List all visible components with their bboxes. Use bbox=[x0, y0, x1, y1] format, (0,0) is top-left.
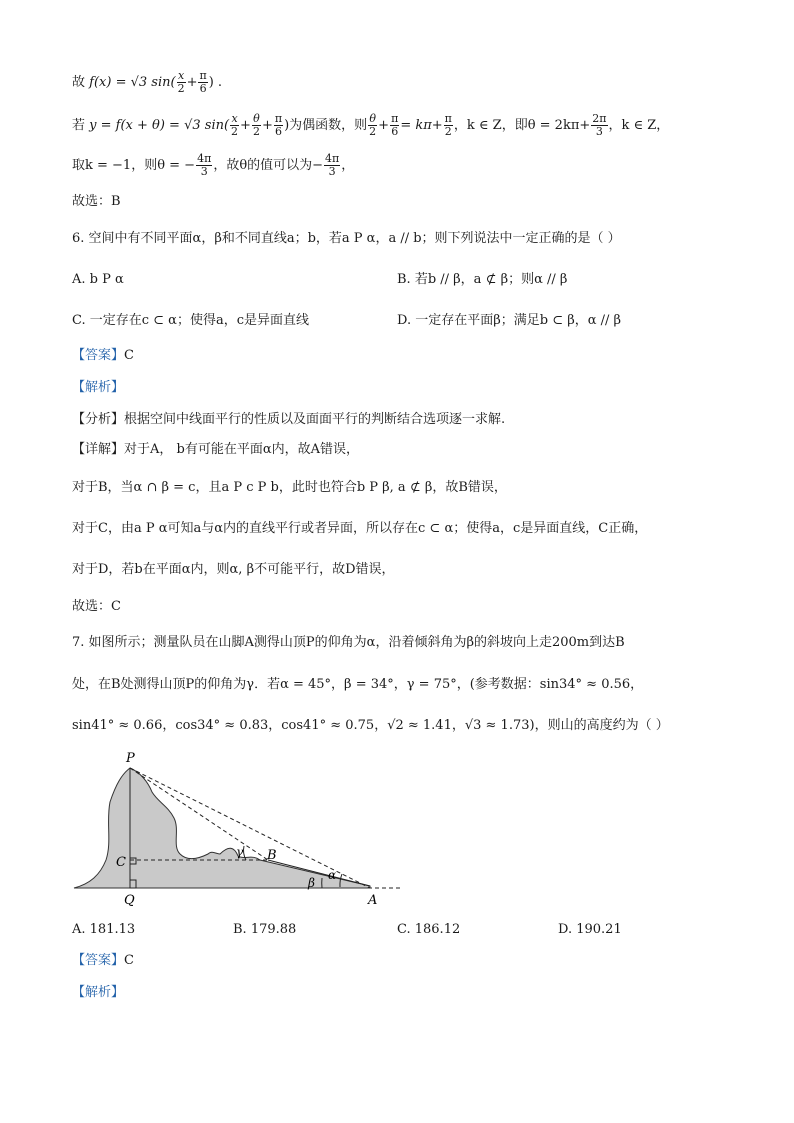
q6-detail-c: 对于C，由a P α可知a与α内的直线平行或者异面，所以存在c ⊂ α；使得a，c是异面直线，C正确， bbox=[72, 521, 648, 536]
fraction: $\frac{\pi}{6}$ bbox=[199, 69, 207, 95]
q6-option-a: A. b P α bbox=[72, 272, 124, 287]
label-q: Q bbox=[124, 893, 135, 908]
q7-answer: 【答案】C bbox=[72, 953, 134, 968]
q7-option-c: C. 186.12 bbox=[397, 922, 461, 937]
q6-option-b: B. 若b // β，a ⊄ β；则α // β bbox=[397, 272, 568, 287]
q7-stem-3: sin41° ≈ 0.66，cos34° ≈ 0.83，cos41° ≈ 0.75，√2 ≈ 1.41，√3 ≈ 1.73)，则山的高度约为（ ） bbox=[72, 718, 669, 733]
label-c: C bbox=[116, 855, 126, 870]
sol5-line-2: 若 y = f(x + θ) = √3 sin( $\frac{x}{2}$ + $\frac{\theta}{2}$ + $\frac{\pi}{6}$ )为偶函数，则 $\frac{\theta}{2}$ + $\frac{\pi}{6}$ = kπ+ $\frac{\pi}{2}$ ，k ∈ Z，即θ = 2kπ+ $\frac{2\pi}{3}$ ，k ∈ Z， bbox=[72, 112, 670, 138]
q6-detail-b: 对于B，当α ∩ β = c，且a P c P b，此时也符合b P β, a ⊄ β，故B错误， bbox=[72, 480, 507, 495]
label-alpha: α bbox=[328, 868, 337, 882]
q7-option-a: A. 181.13 bbox=[72, 922, 136, 937]
answer-tag: 【答案】 bbox=[72, 348, 125, 363]
label-gamma: γ bbox=[236, 845, 244, 859]
q6-choose: 故选：C bbox=[72, 599, 121, 614]
q6-stem: 6. 空间中有不同平面α，β和不同直线a；b，若a P α，a // b；则下列说法中一定正确的是（ ） bbox=[72, 231, 621, 246]
q7-stem-2: 处，在B处测得山顶P的仰角为γ．若α = 45°，β = 34°，γ = 75°，(参考数据：sin34° ≈ 0.56， bbox=[72, 677, 644, 692]
q6-detail-a: 【详解】对于A， b有可能在平面α内，故A错误， bbox=[72, 442, 360, 457]
mountain-shape bbox=[74, 768, 370, 888]
mountain-figure bbox=[60, 750, 410, 910]
q6-option-c: C. 一定存在c ⊂ α；使得a，c是异面直线 bbox=[72, 313, 309, 328]
q6-answer: 【答案】C bbox=[72, 348, 134, 363]
q7-analysis-tag: 【解析】 bbox=[72, 985, 125, 1000]
label-b: B bbox=[267, 848, 277, 863]
sol5-line-3: 取k = −1，则θ = − $\frac{4\pi}{3}$ ，故θ的值可以为− $\frac{4\pi}{3}$ ， bbox=[72, 152, 355, 178]
q6-analysis-tag: 【解析】 bbox=[72, 380, 125, 395]
q6-option-d: D. 一定存在平面β；满足b ⊂ β，α // β bbox=[397, 313, 622, 328]
fraction: $\frac{x}{2}$ bbox=[177, 69, 185, 95]
q7-option-d: D. 190.21 bbox=[558, 922, 622, 937]
label-beta: β bbox=[308, 876, 315, 890]
q7-option-b: B. 179.88 bbox=[233, 922, 297, 937]
q6-fenxi: 【分析】根据空间中线面平行的性质以及面面平行的判断结合选项逐一求解. bbox=[72, 412, 506, 427]
sol5-choose: 故选：B bbox=[72, 194, 121, 209]
sol5-line-1: 故 f(x) = √3 sin( $\frac{x}{2}$ + $\frac{\pi}{6}$ ) . bbox=[72, 69, 223, 95]
q7-stem-1: 7. 如图所示；测量队员在山脚A测得山顶P的仰角为α，沿着倾斜角为β的斜坡向上走200m到达B bbox=[72, 635, 625, 650]
q6-detail-d: 对于D，若b在平面α内，则α, β不可能平行，故D错误， bbox=[72, 562, 395, 577]
label-p: P bbox=[126, 751, 135, 766]
label-a: A bbox=[368, 893, 378, 908]
